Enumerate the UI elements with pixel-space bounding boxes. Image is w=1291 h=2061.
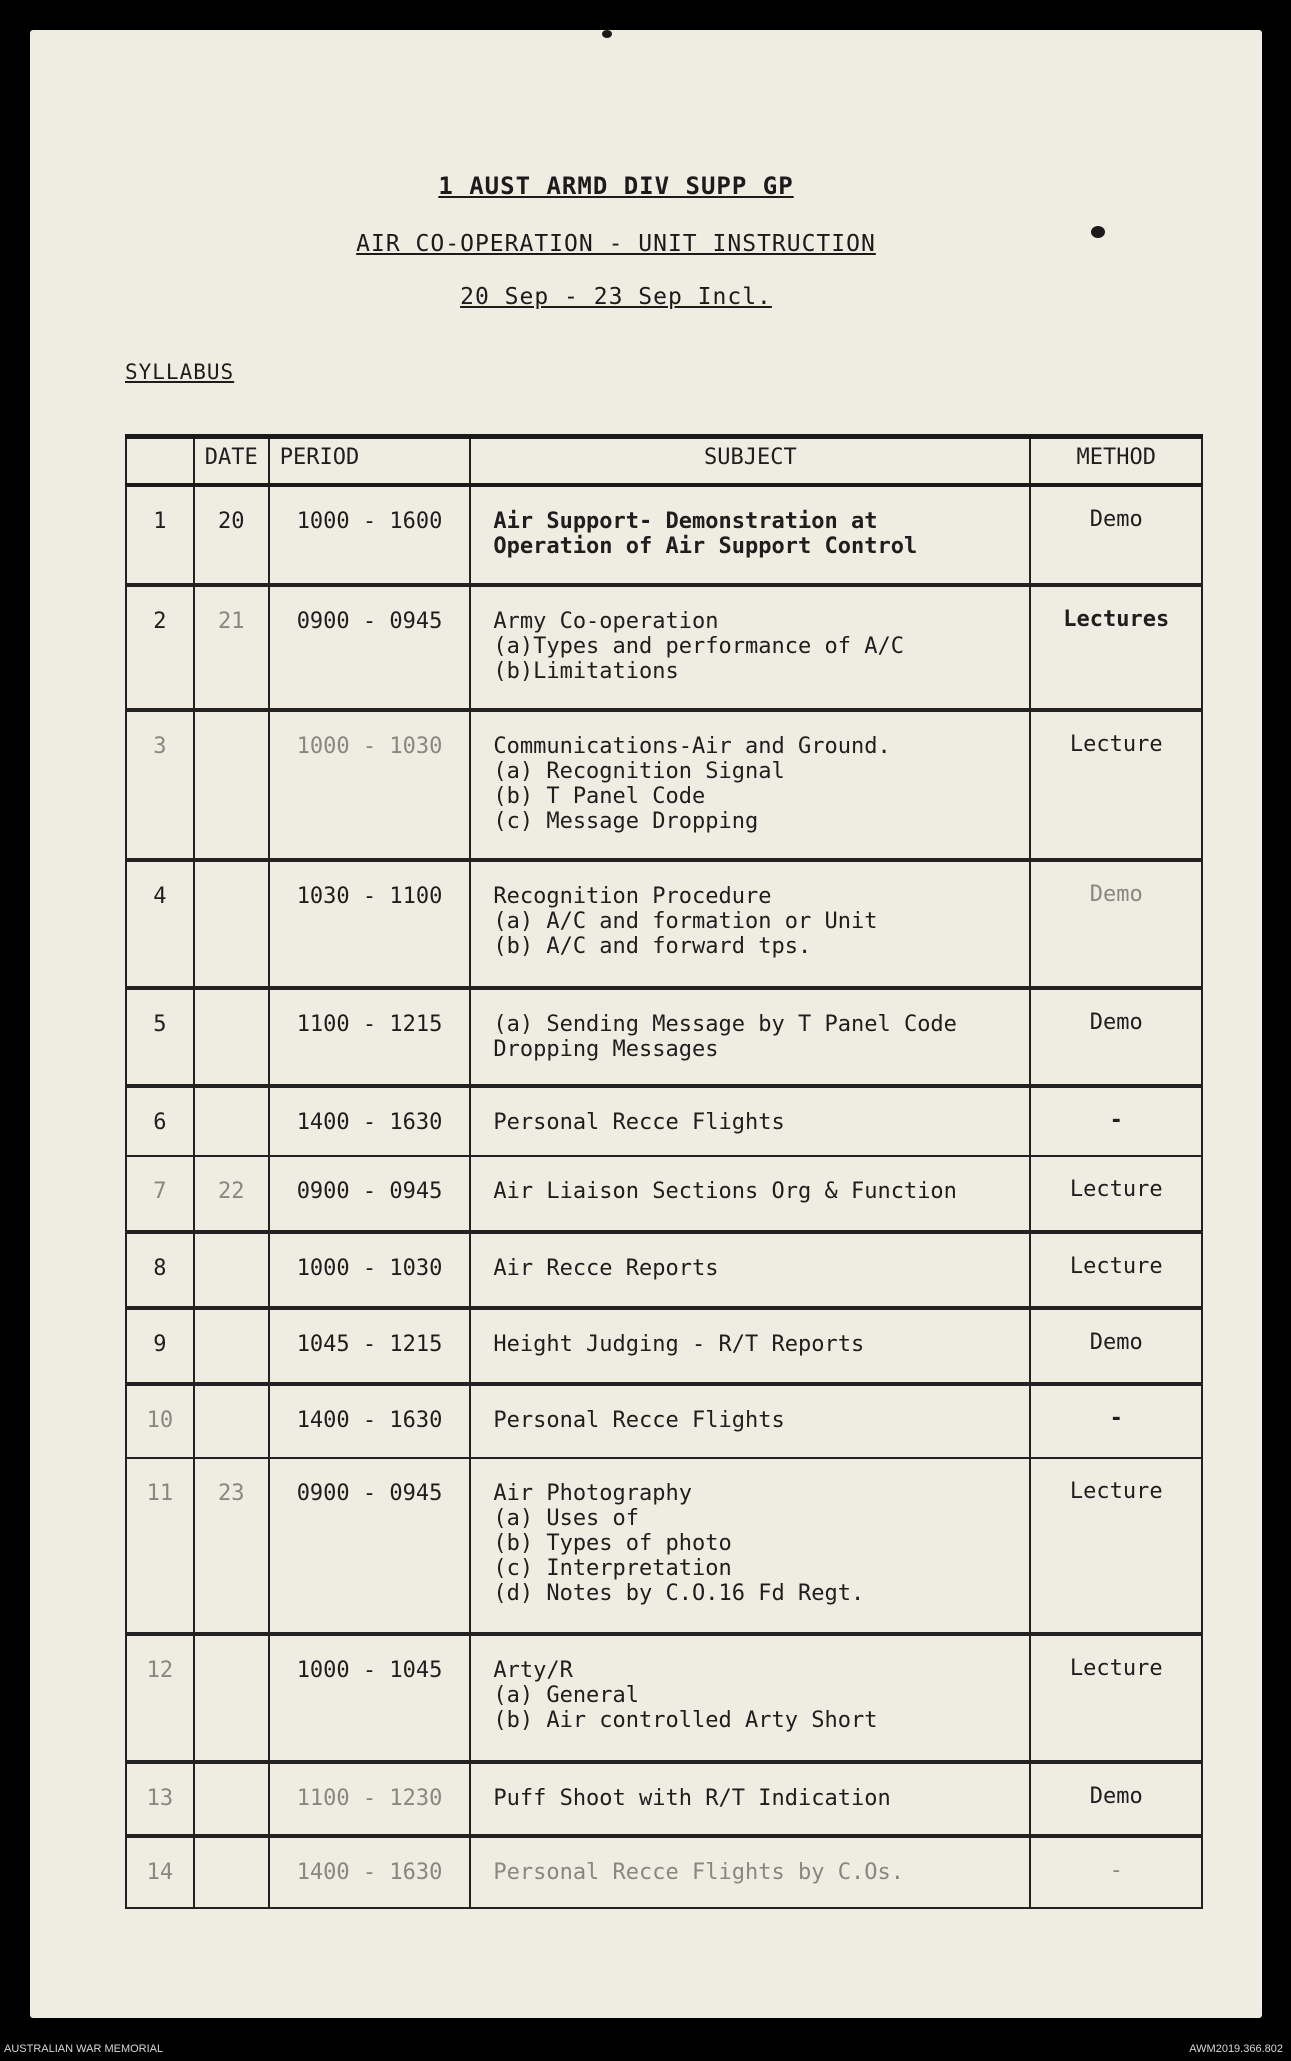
header-period: PERIOD bbox=[269, 437, 471, 486]
row-number: 5 bbox=[126, 988, 194, 1086]
table-row bbox=[126, 860, 1202, 988]
row-subject: (a) Sending Message by T Panel Code Dropping Messages bbox=[470, 988, 1030, 1086]
table-row bbox=[126, 1232, 1202, 1308]
row-date bbox=[194, 1762, 269, 1836]
archive-credit: AUSTRALIAN WAR MEMORIAL bbox=[4, 2043, 164, 2055]
row-subject: Arty/R (a) General (b) Air controlled Arty Short bbox=[470, 1634, 1030, 1762]
row-period: 0900 - 0945 bbox=[269, 1458, 471, 1634]
row-period: 1100 - 1215 bbox=[269, 988, 471, 1086]
row-number: 3 bbox=[126, 710, 194, 860]
document-page bbox=[30, 30, 1262, 2018]
row-method: Demo bbox=[1030, 1308, 1202, 1384]
row-method: Demo bbox=[1030, 1762, 1202, 1836]
document-date-range: 20 Sep - 23 Sep Incl. bbox=[460, 284, 772, 310]
row-date: 23 bbox=[194, 1458, 269, 1634]
table-row bbox=[126, 1384, 1202, 1458]
row-period: 1400 - 1630 bbox=[269, 1836, 471, 1908]
table-row bbox=[126, 585, 1202, 710]
row-period: 0900 - 0945 bbox=[269, 585, 471, 710]
row-period: 1000 - 1045 bbox=[269, 1634, 471, 1762]
row-period: 1000 - 1030 bbox=[269, 1232, 471, 1308]
row-subject: Communications-Air and Ground. (a) Recognition Signal (b) T Panel Code (c) Message Dropping bbox=[470, 710, 1030, 860]
row-period: 1045 - 1215 bbox=[269, 1308, 471, 1384]
row-number: 1 bbox=[126, 485, 194, 585]
row-method: Lecture bbox=[1030, 1458, 1202, 1634]
table-row bbox=[126, 1836, 1202, 1908]
row-date bbox=[194, 1086, 269, 1156]
row-method: Lectures bbox=[1030, 585, 1202, 710]
row-method: Lecture bbox=[1030, 1634, 1202, 1762]
row-number: 13 bbox=[126, 1762, 194, 1836]
syllabus-heading: SYLLABUS bbox=[125, 360, 235, 384]
document-title: 1 AUST ARMD DIV SUPP GP bbox=[438, 172, 794, 200]
row-number: 14 bbox=[126, 1836, 194, 1908]
row-method: Lecture bbox=[1030, 1156, 1202, 1232]
table-row bbox=[126, 1156, 1202, 1232]
row-period: 1400 - 1630 bbox=[269, 1086, 471, 1156]
table-row bbox=[126, 485, 1202, 585]
row-subject: Air Recce Reports bbox=[470, 1232, 1030, 1308]
row-subject: Personal Recce Flights by C.Os. bbox=[470, 1836, 1030, 1908]
row-subject: Air Support- Demonstration at Operation of Air Support Control bbox=[470, 485, 1030, 585]
header-method: METHOD bbox=[1030, 437, 1202, 486]
row-method: - bbox=[1030, 1836, 1202, 1908]
header-subject: SUBJECT bbox=[470, 437, 1030, 486]
row-date bbox=[194, 710, 269, 860]
punch-mark bbox=[602, 30, 612, 38]
row-number: 11 bbox=[126, 1458, 194, 1634]
row-subject: Height Judging - R/T Reports bbox=[470, 1308, 1030, 1384]
header-date: DATE bbox=[194, 437, 269, 486]
row-date: 21 bbox=[194, 585, 269, 710]
row-number: 7 bbox=[126, 1156, 194, 1232]
table-row bbox=[126, 1086, 1202, 1156]
row-period: 1030 - 1100 bbox=[269, 860, 471, 988]
table-row bbox=[126, 710, 1202, 860]
row-number: 8 bbox=[126, 1232, 194, 1308]
table-row bbox=[126, 1458, 1202, 1634]
row-number: 2 bbox=[126, 585, 194, 710]
row-subject: Personal Recce Flights bbox=[470, 1086, 1030, 1156]
row-method: Demo bbox=[1030, 988, 1202, 1086]
row-method: - bbox=[1030, 1384, 1202, 1458]
row-number: 4 bbox=[126, 860, 194, 988]
row-method: Demo bbox=[1030, 860, 1202, 988]
row-number: 12 bbox=[126, 1634, 194, 1762]
row-subject: Air Liaison Sections Org & Function bbox=[470, 1156, 1030, 1232]
row-subject: Army Co-operation (a)Types and performance of A/C (b)Limitations bbox=[470, 585, 1030, 710]
row-period: 1000 - 1600 bbox=[269, 485, 471, 585]
header-no bbox=[126, 437, 194, 486]
row-period: 1400 - 1630 bbox=[269, 1384, 471, 1458]
row-date: 20 bbox=[194, 485, 269, 585]
row-period: 0900 - 0945 bbox=[269, 1156, 471, 1232]
row-date bbox=[194, 1384, 269, 1458]
row-method: - bbox=[1030, 1086, 1202, 1156]
archive-reference: AWM2019.366.802 bbox=[1189, 2043, 1283, 2055]
document-subtitle: AIR CO-OPERATION - UNIT INSTRUCTION bbox=[356, 231, 876, 257]
row-subject: Puff Shoot with R/T Indication bbox=[470, 1762, 1030, 1836]
row-date bbox=[194, 1308, 269, 1384]
row-number: 9 bbox=[126, 1308, 194, 1384]
row-method: Lecture bbox=[1030, 710, 1202, 860]
row-date: 22 bbox=[194, 1156, 269, 1232]
row-subject: Air Photography (a) Uses of (b) Types of photo (c) Interpretation (d) Notes by C.O.16 Fd Regt. bbox=[470, 1458, 1030, 1634]
row-date bbox=[194, 1836, 269, 1908]
table-row bbox=[126, 988, 1202, 1086]
row-method: Lecture bbox=[1030, 1232, 1202, 1308]
row-number: 6 bbox=[126, 1086, 194, 1156]
row-subject: Personal Recce Flights bbox=[470, 1384, 1030, 1458]
syllabus-table bbox=[125, 434, 1203, 1909]
table-row bbox=[126, 1762, 1202, 1836]
syllabus-table-container bbox=[125, 434, 1203, 1886]
row-method: Demo bbox=[1030, 485, 1202, 585]
row-number: 10 bbox=[126, 1384, 194, 1458]
row-date bbox=[194, 1634, 269, 1762]
row-date bbox=[194, 1232, 269, 1308]
row-period: 1100 - 1230 bbox=[269, 1762, 471, 1836]
table-row bbox=[126, 1308, 1202, 1384]
row-date bbox=[194, 988, 269, 1086]
table-header-row bbox=[126, 437, 1202, 486]
row-date bbox=[194, 860, 269, 988]
row-subject: Recognition Procedure (a) A/C and formation or Unit (b) A/C and forward tps. bbox=[470, 860, 1030, 988]
table-row bbox=[126, 1634, 1202, 1762]
row-period: 1000 - 1030 bbox=[269, 710, 471, 860]
